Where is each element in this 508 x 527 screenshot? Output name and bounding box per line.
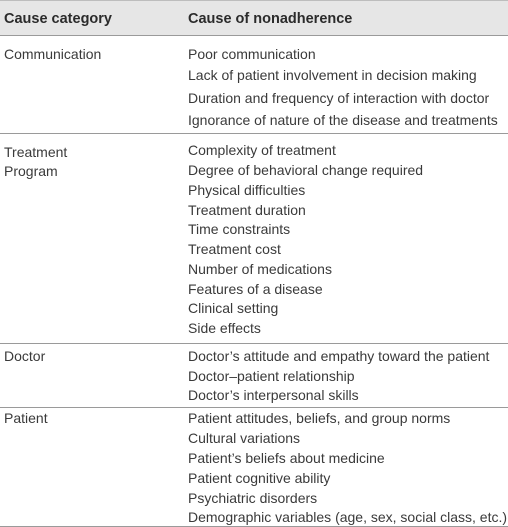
- table-header: [0, 0, 508, 36]
- header-cause-category: Cause category: [4, 11, 112, 27]
- cause-item: Complexity of treatment: [188, 142, 336, 158]
- header-cause-of-nonadherence: Cause of nonadherence: [188, 11, 353, 27]
- cause-item: Features of a disease: [188, 281, 323, 297]
- cause-item: Degree of behavioral change required: [188, 162, 424, 178]
- category-label: Patient: [4, 410, 48, 426]
- cause-item: Time constraints: [188, 221, 291, 237]
- cause-item: Patient attitudes, beliefs, and group norms: [188, 410, 451, 426]
- cause-item: Poor communication: [188, 46, 316, 62]
- cause-item: Psychiatric disorders: [188, 490, 318, 506]
- table-row-group-doctor: [0, 344, 508, 408]
- category-label: Doctor: [4, 348, 46, 364]
- cause-item: Ignorance of nature of the disease and treatments: [188, 112, 498, 128]
- cause-item: Physical difficulties: [188, 182, 306, 198]
- cause-item: Duration and frequency of interaction with doctor: [188, 90, 490, 106]
- cause-item: Treatment cost: [188, 241, 281, 257]
- cause-item: Doctor’s attitude and empathy toward the patient: [188, 348, 490, 364]
- cause-item: Patient cognitive ability: [188, 470, 331, 486]
- category-label: Treatment: [4, 144, 68, 160]
- cause-item: Side effects: [188, 320, 261, 336]
- cause-item: Patient’s beliefs about medicine: [188, 450, 385, 466]
- table-row-group-communication: [0, 36, 508, 134]
- cause-item: Demographic variables (age, sex, social class, etc.): [188, 509, 508, 525]
- table-row-group-treatment-program: [0, 134, 508, 344]
- cause-item: Lack of patient involvement in decision making: [188, 67, 477, 83]
- cause-item: Clinical setting: [188, 300, 279, 316]
- cause-item: Doctor’s interpersonal skills: [188, 387, 359, 403]
- cause-item: Cultural variations: [188, 430, 301, 446]
- cause-item: Treatment duration: [188, 202, 306, 218]
- category-label: Communication: [4, 46, 102, 62]
- category-label: Program: [4, 163, 58, 179]
- cause-item: Number of medications: [188, 261, 332, 277]
- cause-item: Doctor–patient relationship: [188, 368, 355, 384]
- table-row-group-patient: [0, 408, 508, 527]
